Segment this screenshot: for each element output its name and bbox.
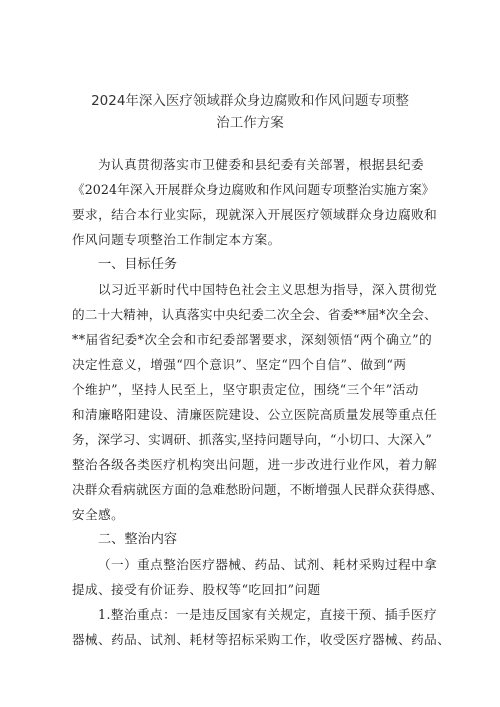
intro-line: 作风问题专项整治工作制定本方案。 [72,232,281,247]
section1-line: 以习近平新时代中国特色社会主义思想为指导，深入贯彻党 [98,282,438,297]
section-heading-2: 二、整治内容 [98,532,178,547]
section1-line: 务，深学习、实调研、抓落实,坚持问题导向，“小切口、大深入” [72,432,432,447]
intro-line: 要求，结合本行业实际，现就深入开展医疗领域群众身边腐败和 [72,207,438,222]
document-title-line-1: 2024年深入医疗领域群众身边腐败和作风问题专项整 [91,93,409,109]
section2-item-line: 1.整治重点：一是违反国家有关规定，直接干预、插手医疗 [98,607,438,622]
document-body [72,152,451,652]
section1-line: 安全感。 [72,507,125,522]
section1-line: 整治各级各类医疗机构突出问题，进一步改进行业作风，着力解 [72,457,438,472]
intro-line: 《2024年深入开展群众身边腐败和作风问题专项整治实施方案》 [72,182,435,197]
section1-line: 和清廉略阳建设、清廉医院建设、公立医院高质量发展等重点任 [72,407,438,422]
section2-sub-line: （一）重点整治医疗器械、药品、试剂、耗材采购过程中拿 [98,557,438,572]
section-heading-1: 一、目标任务 [98,257,178,272]
section1-line: 个维护”，坚持人民至上，坚守职责定位，围绕“三个年”活动 [72,382,419,397]
section2-item-line: 器械、药品、试剂、耗材等招标采购工作，收受医疗器械、药品、 [72,632,451,647]
section2-sub-line: 提成、接受有价证券、股权等“吃回扣”问题 [72,582,321,597]
document-title-line-2: 治工作方案 [216,115,284,131]
section1-line: 的二十大精神，认真落实中央纪委二次全会、省委**届*次全会、 [72,307,437,322]
section1-line: **届省纪委*次全会和市纪委部署要求，深刻领悟“两个确立”的 [72,332,433,347]
section1-line: 决群众看病就医方面的急难愁盼问题，不断增强人民群众获得感、 [72,482,444,497]
intro-line: 为认真贯彻落实市卫健委和县纪委有关部署，根据县纪委 [98,157,425,172]
section1-line: 决定性意义，增强“四个意识”、坚定“四个自信”、做到“两 [72,357,407,372]
